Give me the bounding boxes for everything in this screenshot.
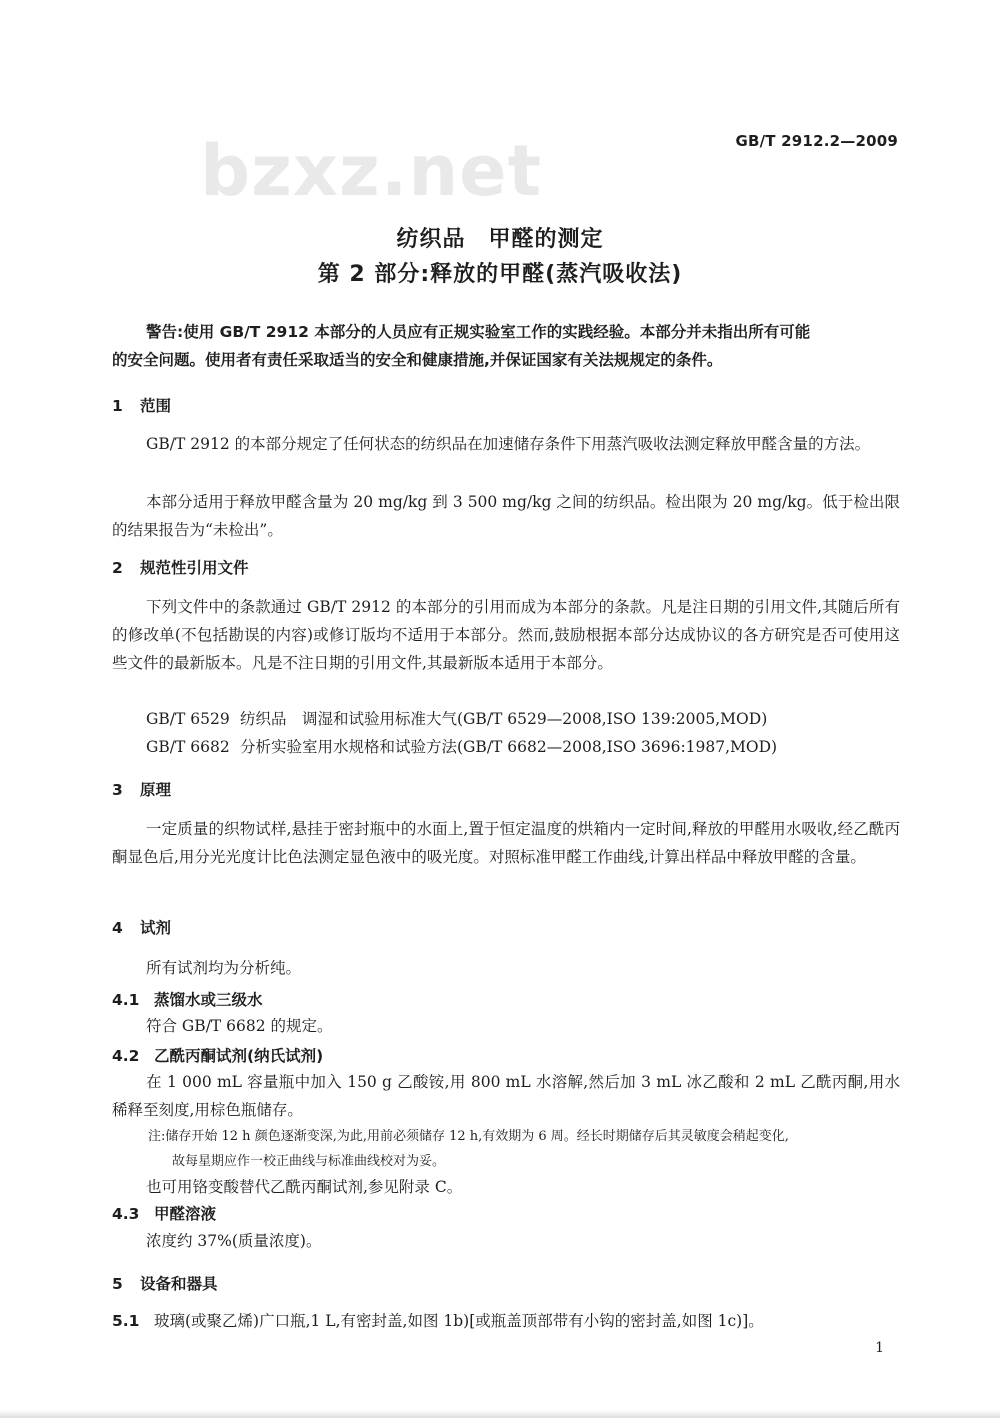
- section-5-heading: 5 设备和器具: [112, 1275, 218, 1293]
- doc-title: 纺织品 甲醛的测定: [396, 227, 604, 252]
- section-1-heading: 1 范围: [112, 397, 172, 415]
- reference-row: GB/T 6682 分析实验室用水规格和试验方法(GB/T 6682—2008,ISO 3696:1987,MOD): [146, 738, 778, 756]
- warning-line-2: 的安全问题。使用者有责任采取适当的安全和健康措施,并保证国家有关法规规定的条件。: [112, 351, 723, 369]
- section-2-heading: 2 规范性引用文件: [112, 559, 249, 577]
- section-4-2-para-2: 也可用铬变酸替代乙酰丙酮试剂,参见附录 C。: [146, 1178, 463, 1196]
- section-1-para-2: 本部分适用于释放甲醛含量为 20 mg/kg 到 3 500 mg/kg 之间的纺织品。检出限为 20 mg/kg。低于检出限的结果报告为“未检出”。: [112, 493, 900, 539]
- page-edge: [0, 1410, 1000, 1418]
- section-4-heading: 4 试剂: [112, 919, 172, 937]
- section-5-1-line: 5.1 玻璃(或聚乙烯)广口瓶,1 L,有密封盖,如图 1b)[或瓶盖顶部带有小钩的密封盖,如图 1c)]。: [112, 1312, 764, 1330]
- section-4-2-heading: 4.2 乙酰丙酮试剂(纳氏试剂): [112, 1047, 324, 1065]
- section-4-1-heading: 4.1 蒸馏水或三级水: [112, 991, 263, 1009]
- section-4-3-heading: 4.3 甲醛溶液: [112, 1205, 217, 1223]
- section-4-3-para: 浓度约 37%(质量浓度)。: [146, 1232, 322, 1250]
- note: 注:储存开始 12 h 颜色逐渐变深,为此,用前必须储存 12 h,有效期为 6 周。经长时期储存后其灵敏度会稍起变化, 故每星期应作一校正曲线与标准曲线校对为妥。: [148, 1129, 789, 1169]
- doc-subtitle: 第 2 部分:释放的甲醛(蒸汽吸收法): [317, 262, 683, 287]
- watermark: bzxz.net: [200, 130, 543, 212]
- section-3-para-1: 一定质量的织物试样,悬挂于密封瓶中的水面上,置于恒定温度的烘箱内一定时间,释放的甲醛用水吸收,经乙酰丙酮显色后,用分光光度计比色法测定显色液中的吸光度。对照标准甲醛工作曲线,计算出样品中释放甲醛的含量。: [112, 820, 900, 866]
- warning-lead: 警告:: [146, 323, 184, 341]
- page-number: 1: [875, 1340, 884, 1356]
- section-3-heading: 3 原理: [112, 781, 172, 799]
- section-2-para-1: 下列文件中的条款通过 GB/T 2912 的本部分的引用而成为本部分的条款。凡是注日期的引用文件,其随后所有的修改单(不包括勘误的内容)或修订版均不适用于本部分。然而,鼓励根据本部分达成协议的各方研究是否可使用这些文件的最新版本。凡是不注日期的引用文件,其最新版本适用于本部分。: [112, 598, 900, 672]
- section-1-para-1: GB/T 2912 的本部分规定了任何状态的纺织品在加速储存条件下用蒸汽吸收法测定释放甲醛含量的方法。: [146, 435, 871, 453]
- section-4-para-1: 所有试剂均为分析纯。: [146, 959, 302, 977]
- section-4-2-para: 在 1 000 mL 容量瓶中加入 150 g 乙酸铵,用 800 mL 水溶解,然后加 3 mL 冰乙酸和 2 mL 乙酰丙酮,用水稀释至刻度,用棕色瓶储存。: [112, 1073, 900, 1119]
- standard-code: GB/T 2912.2—2009: [735, 132, 898, 150]
- reference-row: GB/T 6529 纺织品 调湿和试验用标准大气(GB/T 6529—2008,ISO 139:2005,MOD): [146, 710, 768, 728]
- warning-line-1: 警告:使用 GB/T 2912 本部分的人员应有正规实验室工作的实践经验。本部分并未指出所有可能: [146, 323, 811, 341]
- section-4-1-para: 符合 GB/T 6682 的规定。: [146, 1017, 333, 1035]
